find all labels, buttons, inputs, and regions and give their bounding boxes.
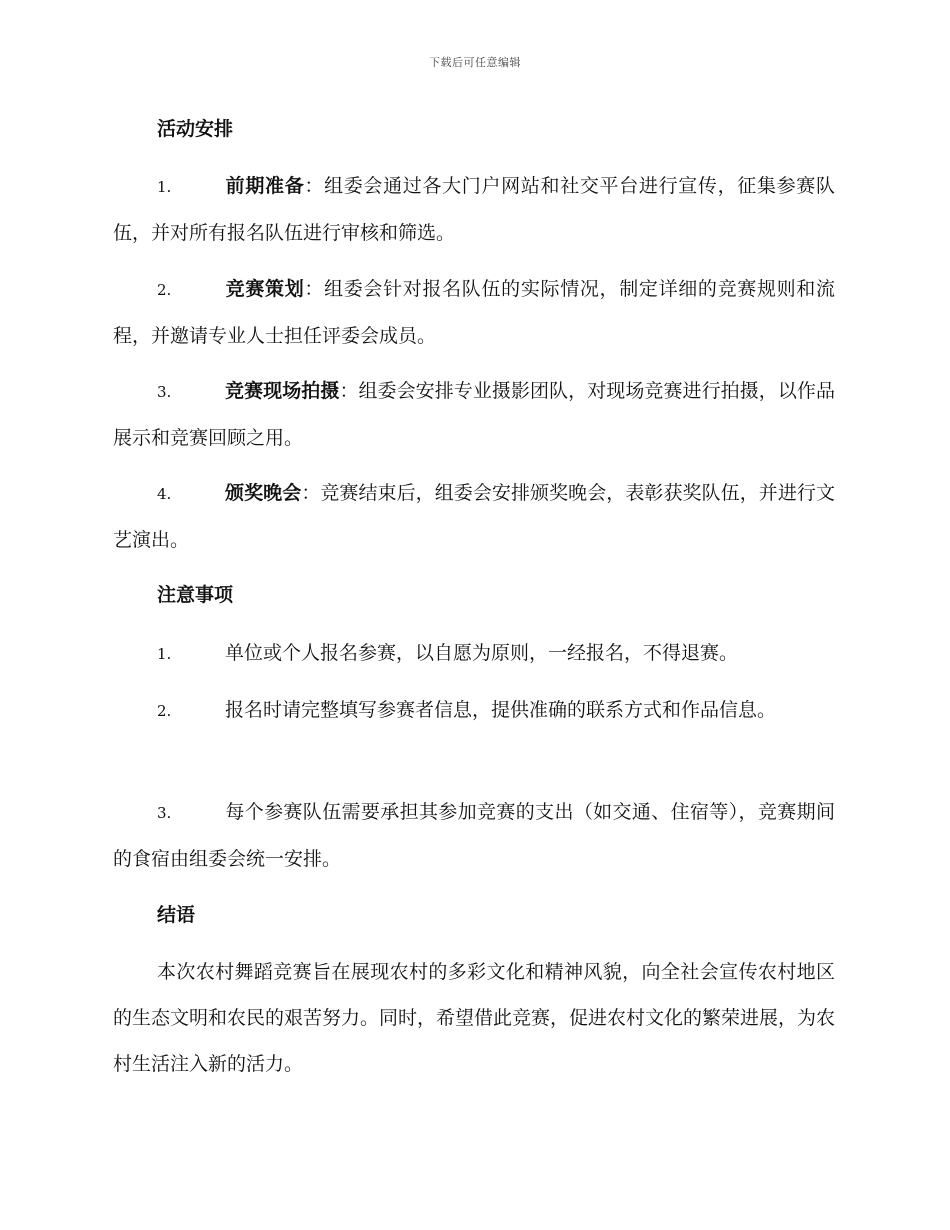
item-text: 组委会通过各大门户网站和社交平台进行宣传，征集参赛队伍，并对所有报名队伍进行审核和筛选。 bbox=[113, 175, 835, 244]
item-number: 3. bbox=[157, 383, 172, 401]
activity-item-3 bbox=[113, 368, 835, 461]
item-separator: ： bbox=[301, 482, 321, 504]
header-note: 下载后可任意编辑 bbox=[429, 56, 521, 69]
activity-item-4 bbox=[113, 470, 835, 563]
item-separator: ： bbox=[304, 175, 325, 197]
item-number: 1. bbox=[157, 645, 172, 663]
item-lead: 竞赛现场拍摄 bbox=[225, 380, 340, 402]
item-number: 3. bbox=[157, 804, 172, 822]
section-title-activities: 活动安排 bbox=[157, 118, 234, 140]
section-title-notes: 注意事项 bbox=[157, 584, 234, 606]
item-separator: ： bbox=[339, 380, 359, 402]
activity-item-1 bbox=[113, 163, 835, 256]
item-lead: 前期准备 bbox=[225, 175, 305, 197]
item-number: 4. bbox=[157, 485, 172, 503]
item-text: 单位或个人报名参赛，以自愿为原则，一经报名，不得退赛。 bbox=[225, 642, 739, 664]
conclusion-paragraph: 本次农村舞蹈竞赛旨在展现农村的多彩文化和精神风貌，向全社会宣传农村地区的生态文明和农民的艰苦努力。同时，希望借此竞赛，促进农村文化的繁荣进展，为农村生活注入新的活力。 bbox=[113, 961, 836, 1075]
item-separator: ： bbox=[304, 278, 325, 300]
note-item-1 bbox=[113, 630, 835, 677]
item-number: 2. bbox=[157, 281, 172, 299]
item-text: 每个参赛队伍需要承担其参加竞赛的支出（如交通、住宿等），竞赛期间的食宿由组委会统一安排。 bbox=[113, 801, 835, 870]
item-text: 竞赛结束后，组委会安排颁奖晚会，表彰获奖队伍，并进行文艺演出。 bbox=[113, 482, 835, 551]
item-number: 1. bbox=[157, 178, 172, 196]
item-number: 2. bbox=[157, 702, 172, 720]
section-title-conclusion: 结语 bbox=[157, 904, 196, 926]
note-item-3 bbox=[113, 789, 835, 882]
note-item-2 bbox=[113, 687, 835, 734]
item-lead: 竞赛策划 bbox=[225, 278, 305, 300]
item-text: 报名时请完整填写参赛者信息，提供准确的联系方式和作品信息。 bbox=[225, 699, 777, 721]
activity-item-2 bbox=[113, 266, 835, 359]
item-text: 组委会针对报名队伍的实际情况，制定详细的竞赛规则和流程，并邀请专业人士担任评委会成员。 bbox=[113, 278, 835, 347]
item-lead: 颁奖晚会 bbox=[225, 482, 302, 504]
item-text: 组委会安排专业摄影团队，对现场竞赛进行拍摄，以作品展示和竞赛回顾之用。 bbox=[113, 380, 835, 449]
